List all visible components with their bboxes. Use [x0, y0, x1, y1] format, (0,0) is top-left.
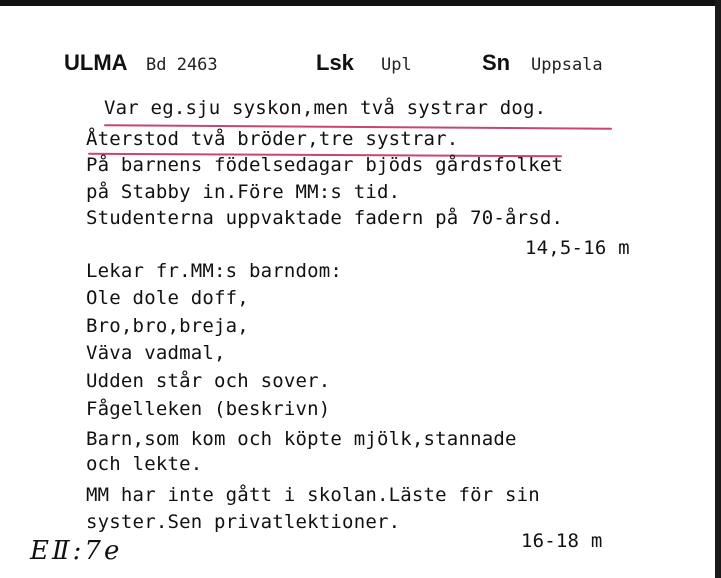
scan-edge-top	[0, 0, 721, 6]
sn-value: Uppsala	[531, 55, 603, 75]
text-line: Väva vadmal,	[86, 342, 226, 364]
text-line: Fågelleken (beskrivn)	[86, 398, 331, 420]
text-line: syster.Sen privatlektioner.	[86, 511, 401, 533]
text-line: Studenterna uppvaktade fadern på 70-årsd.	[86, 207, 564, 229]
lsk-value: Upl	[381, 55, 412, 75]
text-line: Lekar fr.MM:s barndom:	[86, 260, 343, 282]
ulma-value: Bd 2463	[146, 55, 218, 75]
sn-label: Sn	[482, 50, 511, 75]
text-line: Bro,bro,breja,	[86, 315, 249, 337]
text-line: 14,5-16 m	[525, 237, 630, 259]
text-line: Ole dole doff,	[86, 287, 249, 309]
ulma-label: ULMA	[64, 50, 128, 75]
scan-edge-right	[715, 0, 721, 578]
text-line: Återstod två bröder,tre systrar.	[86, 128, 459, 150]
lsk-label: Lsk	[316, 50, 354, 75]
text-line: och lekte.	[86, 453, 203, 475]
text-line: På barnens födelsedagar bjöds gårdsfolket	[86, 154, 564, 176]
text-line: Var eg.sju syskon,men två systrar dog.	[104, 97, 547, 119]
text-line: Barn,som kom och köpte mjölk,stannade	[86, 428, 517, 450]
text-line: MM har inte gått i skolan.Läste för sin	[86, 484, 540, 506]
text-line: på Stabby in.Före MM:s tid.	[86, 181, 401, 203]
text-line: 16-18 m	[521, 530, 603, 552]
text-line: Udden står och sover.	[86, 370, 331, 392]
archive-signature: EⅡ:7e	[30, 536, 123, 566]
